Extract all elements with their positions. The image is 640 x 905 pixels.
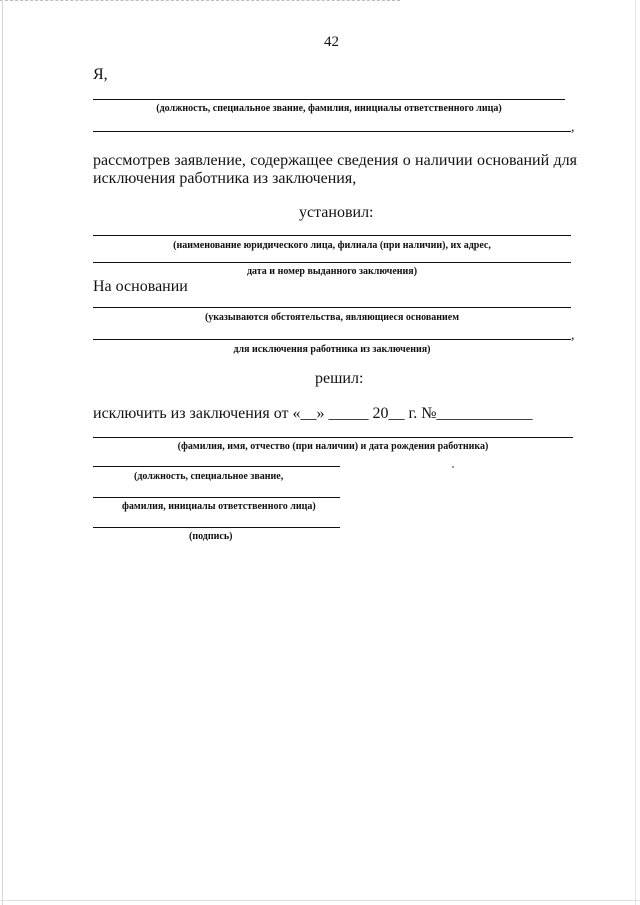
circumstances-line <box>93 307 571 308</box>
caption-official: (должность, специальное звание, фамилия, инициалы ответственного лица) <box>156 103 502 114</box>
considered-text-line2: исключения работника из заключения, <box>93 170 357 187</box>
caption-legal-entity: (наименование юридического лица, филиала (при наличии), их адрес, <box>173 240 491 251</box>
decided-heading: решил: <box>315 370 364 387</box>
on-basis-text: На основании <box>93 278 188 295</box>
page-number: 42 <box>324 34 339 50</box>
scan-edge-top <box>0 0 400 1</box>
exclude-phrase: исключить из заключения от «__» _____ 20__ г. №____________ <box>93 405 533 422</box>
exclusion-basis-line <box>93 339 571 340</box>
position-line <box>93 466 340 467</box>
intro-ya: Я, <box>93 66 108 83</box>
official-line-2 <box>93 131 571 132</box>
name-line <box>93 497 340 498</box>
established-heading: установил: <box>299 204 374 221</box>
worker-line <box>93 437 573 438</box>
scan-edge-left <box>2 0 3 905</box>
caption-position: (должность, специальное звание, <box>134 471 284 482</box>
caption-signature: (подпись) <box>189 531 233 542</box>
legal-entity-line <box>93 235 571 236</box>
date-number-line <box>93 262 571 263</box>
scan-edge-right <box>635 0 636 905</box>
caption-name: фамилия, инициалы ответственного лица) <box>122 501 316 512</box>
signature-line <box>93 527 340 528</box>
comma-2: , <box>571 328 575 343</box>
official-line-1 <box>93 99 565 100</box>
scan-speck <box>452 466 454 468</box>
caption-for-exclusion: для исключения работника из заключения) <box>233 344 431 355</box>
caption-worker: (фамилия, имя, отчество (при наличии) и дата рождения работника) <box>177 441 489 452</box>
considered-text-line1: рассмотрев заявление, содержащее сведения о наличии оснований для <box>93 152 577 169</box>
caption-circumstances: (указываются обстоятельства, являющиеся основанием <box>204 312 460 323</box>
comma-1: , <box>571 120 575 135</box>
caption-date-number: дата и номер выданного заключения) <box>246 266 418 277</box>
scan-edge-bottom <box>0 900 640 901</box>
